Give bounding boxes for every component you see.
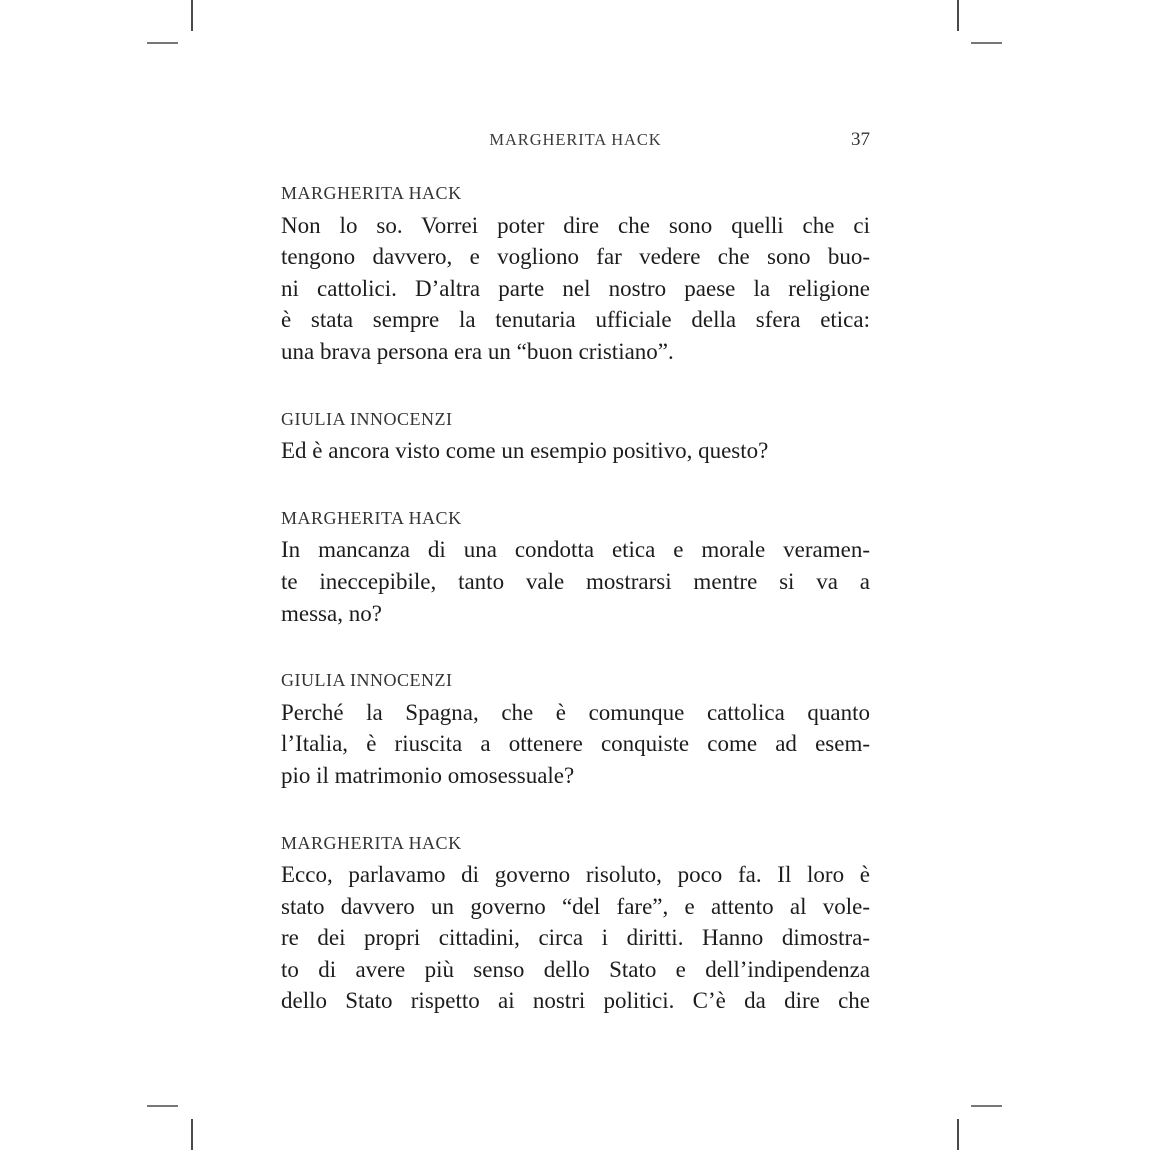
crop-mark-bottom-right-vertical: [957, 1119, 959, 1150]
dialogue-line: Perché la Spagna, che è comunque cattolica quanto: [281, 699, 870, 725]
dialogue-section: [281, 665, 870, 791]
dialogue-line: l’Italia, è riuscita a ottenere conquiste come ad esem-: [281, 731, 870, 757]
crop-mark-top-right-horizontal: [971, 42, 1002, 44]
speaker-label: MARGHERITA HACK: [281, 183, 462, 203]
crop-mark-bottom-right-horizontal: [971, 1105, 1002, 1107]
speaker-label: GIULIA INNOCENZI: [281, 408, 453, 429]
dialogue-line: pio il matrimonio omosessuale?: [281, 762, 575, 788]
speaker-label: GIULIA INNOCENZI: [281, 670, 453, 691]
dialogue-section: [281, 828, 870, 1018]
dialogue-line: è stata sempre la tenutaria ufficiale della sfera etica:: [281, 307, 870, 333]
speaker-label: MARGHERITA HACK: [281, 507, 462, 528]
text-block: [281, 178, 870, 1017]
dialogue-line: Ecco, parlavamo di governo risoluto, poco fa. Il loro è: [281, 862, 870, 888]
page-number: 37: [851, 129, 870, 150]
page-header: [281, 128, 870, 152]
dialogue-line: re dei propri cittadini, circa i diritti. Hanno dimostra-: [281, 925, 870, 951]
crop-mark-top-left-horizontal: [147, 42, 178, 44]
crop-mark-top-right-vertical: [957, 0, 959, 31]
speaker-label: MARGHERITA HACK: [281, 832, 462, 853]
dialogue-line: to di avere più senso dello Stato e dell’indipendenza: [281, 956, 870, 982]
dialogue-section: [281, 404, 870, 467]
dialogue-line: stato davvero un governo “del fare”, e attento al vole-: [281, 893, 870, 919]
dialogue-line: una brava persona era un “buon cristiano”.: [281, 338, 674, 364]
dialogue-line: dello Stato rispetto ai nostri politici. C’è da dire che: [281, 988, 870, 1014]
dialogue-line: ni cattolici. D’altra parte nel nostro paese la religione: [281, 275, 870, 301]
crop-mark-bottom-left-vertical: [191, 1119, 193, 1150]
crop-mark-top-left-vertical: [191, 0, 193, 31]
dialogue-section: [281, 178, 870, 368]
dialogue-line: tengono davvero, e vogliono far vedere che sono buo-: [281, 244, 870, 270]
dialogue-line: messa, no?: [281, 600, 382, 626]
dialogue-line: In mancanza di una condotta etica e morale veramen-: [281, 537, 870, 563]
dialogue-line: Ed è ancora visto come un esempio positivo, questo?: [281, 438, 769, 464]
crop-mark-bottom-left-horizontal: [147, 1105, 178, 1107]
dialogue-section: [281, 503, 870, 629]
dialogue-line: Non lo so. Vorrei poter dire che sono quelli che ci: [281, 212, 870, 238]
running-head: MARGHERITA HACK: [489, 130, 662, 149]
dialogue-line: te ineccepibile, tanto vale mostrarsi mentre si va a: [281, 568, 870, 594]
